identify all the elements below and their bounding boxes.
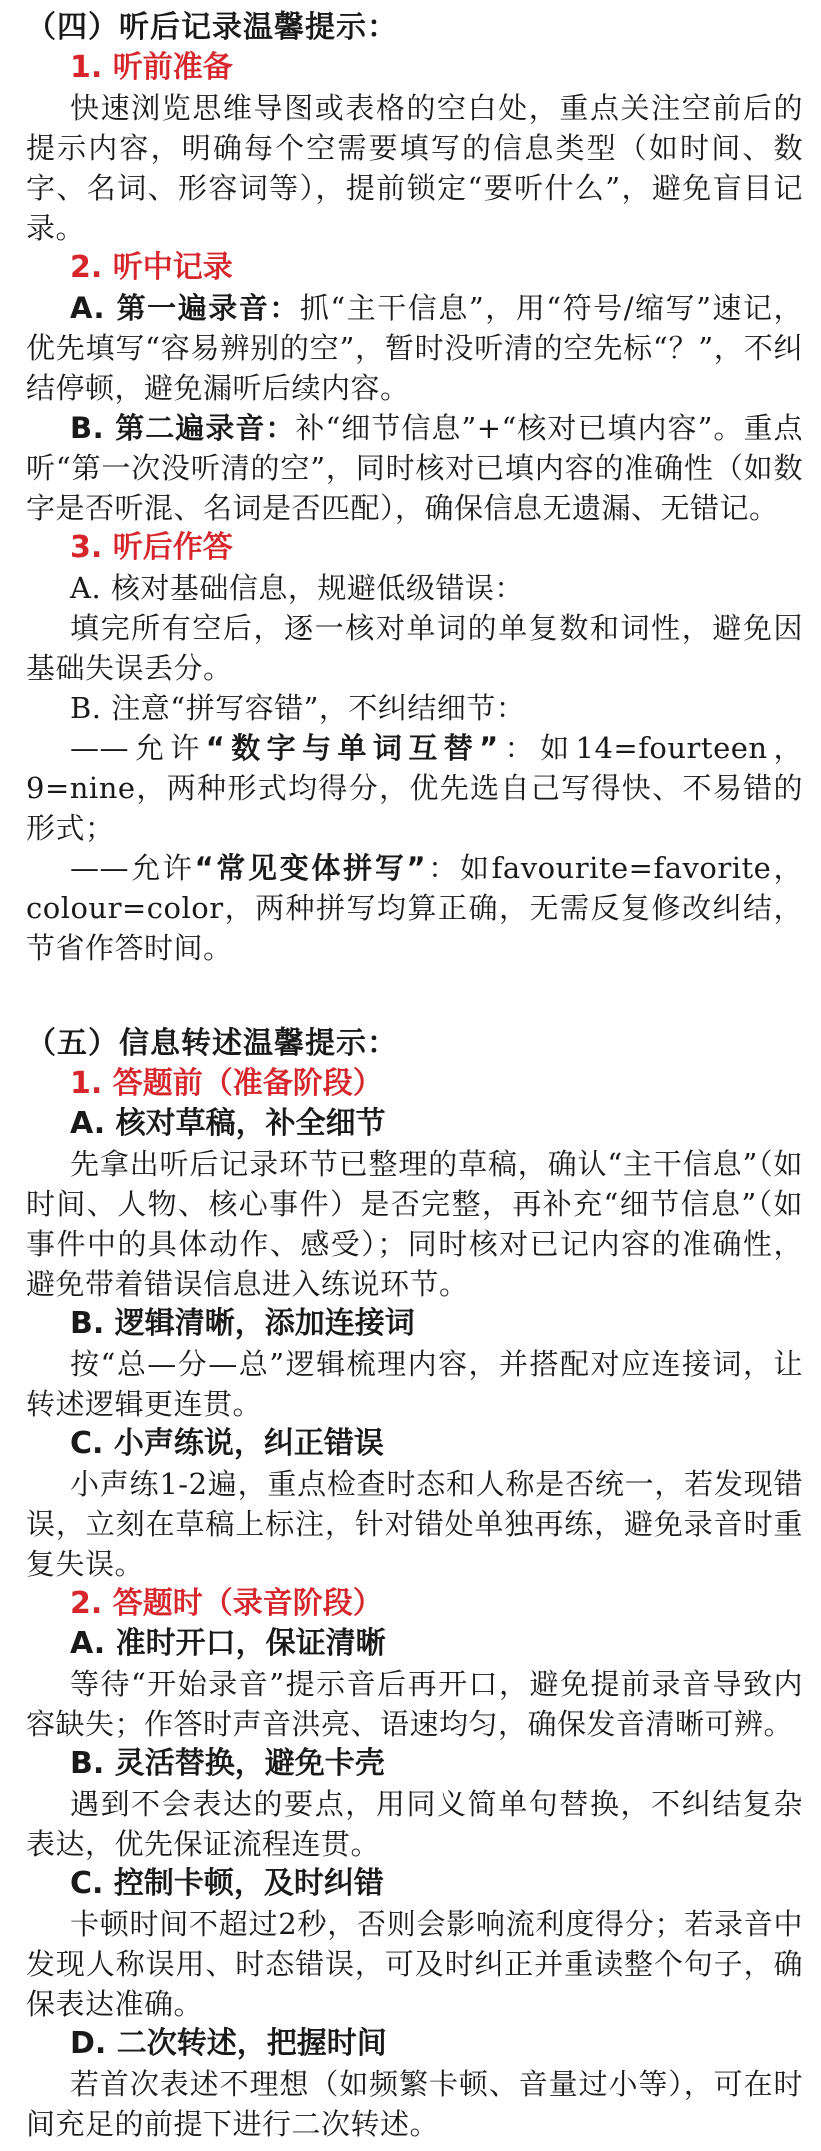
bold-lead: A. 第一遍录音： xyxy=(70,291,300,325)
paragraph-text: ：如14=fourteen，9=nine，两种形式均得分，优先选自己写得快、不易错的形式； xyxy=(26,731,803,845)
paragraph: A. 核对基础信息，规避低级错误： xyxy=(70,571,524,605)
sub-title: C. 小声练说，纠正错误 xyxy=(70,1426,384,1461)
paragraph-text: ：如favourite=favorite，colour=color，两种拼写均算正确，无需反复修改纠结，节省作答时间。 xyxy=(26,851,803,965)
section-title: （四）听后记录温馨提示： xyxy=(26,10,398,45)
paragraph: B. 注意“拼写容错”，不纠结细节： xyxy=(70,691,526,725)
paragraph xyxy=(26,848,803,968)
sub-title: D. 二次转述，把握时间 xyxy=(70,2026,387,2061)
paragraph: 若首次表述不理想（如频繁卡顿、音量过小等），可在时间充足的前提下进行二次转述。 xyxy=(26,2067,803,2141)
step-title: 3. 听后作答 xyxy=(70,530,233,565)
bold-lead: B. 第二遍录音： xyxy=(70,411,296,445)
paragraph xyxy=(26,728,803,848)
section-spacer xyxy=(26,968,803,1024)
paragraph: 遇到不会表达的要点，用同义简单句替换，不纠结复杂表达，优先保证流程连贯。 xyxy=(26,1787,803,1861)
step-title: 2. 听中记录 xyxy=(70,250,233,285)
paragraph: 按“总—分—总”逻辑梳理内容，并搭配对应连接词，让转述逻辑更连贯。 xyxy=(26,1347,803,1421)
paragraph: 快速浏览思维导图或表格的空白处，重点关注空前后的提示内容，明确每个空需要填写的信息类型（如时间、数字、名词、形容词等），提前锁定“要听什么”，避免盲目记录。 xyxy=(26,91,803,245)
paragraph: 填完所有空后，逐一核对单词的单复数和词性，避免因基础失误丢分。 xyxy=(26,611,803,685)
sub-title: A. 核对草稿，补全细节 xyxy=(70,1106,386,1141)
paragraph xyxy=(26,408,803,528)
section-title: （五）信息转述温馨提示： xyxy=(26,1026,398,1061)
bold-phrase: “常见变体拼写” xyxy=(194,851,427,885)
bold-phrase: “数字与单词互替” xyxy=(205,731,499,765)
paragraph: 先拿出听后记录环节已整理的草稿，确认“主干信息”（如时间、人物、核心事件）是否完整，再补充“细节信息”（如事件中的具体动作、感受）；同时核对已记内容的准确性，避免带着错误信息进入练说环节。 xyxy=(26,1147,803,1301)
dash-prefix: ——允许 xyxy=(70,731,206,765)
sub-title: A. 准时开口，保证清晰 xyxy=(70,1626,386,1661)
step-title: 2. 答题时（录音阶段） xyxy=(70,1586,383,1621)
paragraph-text: 补“细节信息”+“核对已填内容”。重点听“第一次没听清的空”，同时核对已填内容的准确性（如数字是否听混、名词是否匹配），确保信息无遗漏、无错记。 xyxy=(26,411,803,525)
paragraph: 等待“开始录音”提示音后再开口，避免提前录音导致内容缺失；作答时声音洪亮、语速均匀，确保发音清晰可辨。 xyxy=(26,1667,803,1741)
paragraph xyxy=(26,288,803,408)
step-title: 1. 听前准备 xyxy=(70,50,233,85)
paragraph: 卡顿时间不超过2秒，否则会影响流利度得分；若录音中发现人称误用、时态错误，可及时纠正并重读整个句子，确保表达准确。 xyxy=(26,1907,803,2021)
dash-prefix: ——允许 xyxy=(70,851,195,885)
paragraph: 小声练1-2遍，重点检查时态和人称是否统一，若发现错误，立刻在草稿上标注，针对错处单独再练，避免录音时重复失误。 xyxy=(26,1467,803,1581)
sub-title: B. 灵活替换，避免卡壳 xyxy=(70,1746,385,1781)
paragraph-text: 抓“主干信息”，用“符号/缩写”速记，优先填写“容易辨别的空”，暂时没听清的空先标“？”，不纠结停顿，避免漏听后续内容。 xyxy=(26,291,803,405)
sub-title: B. 逻辑清晰，添加连接词 xyxy=(70,1306,415,1341)
step-title: 1. 答题前（准备阶段） xyxy=(70,1066,383,1101)
sub-title: C. 控制卡顿，及时纠错 xyxy=(70,1866,384,1901)
